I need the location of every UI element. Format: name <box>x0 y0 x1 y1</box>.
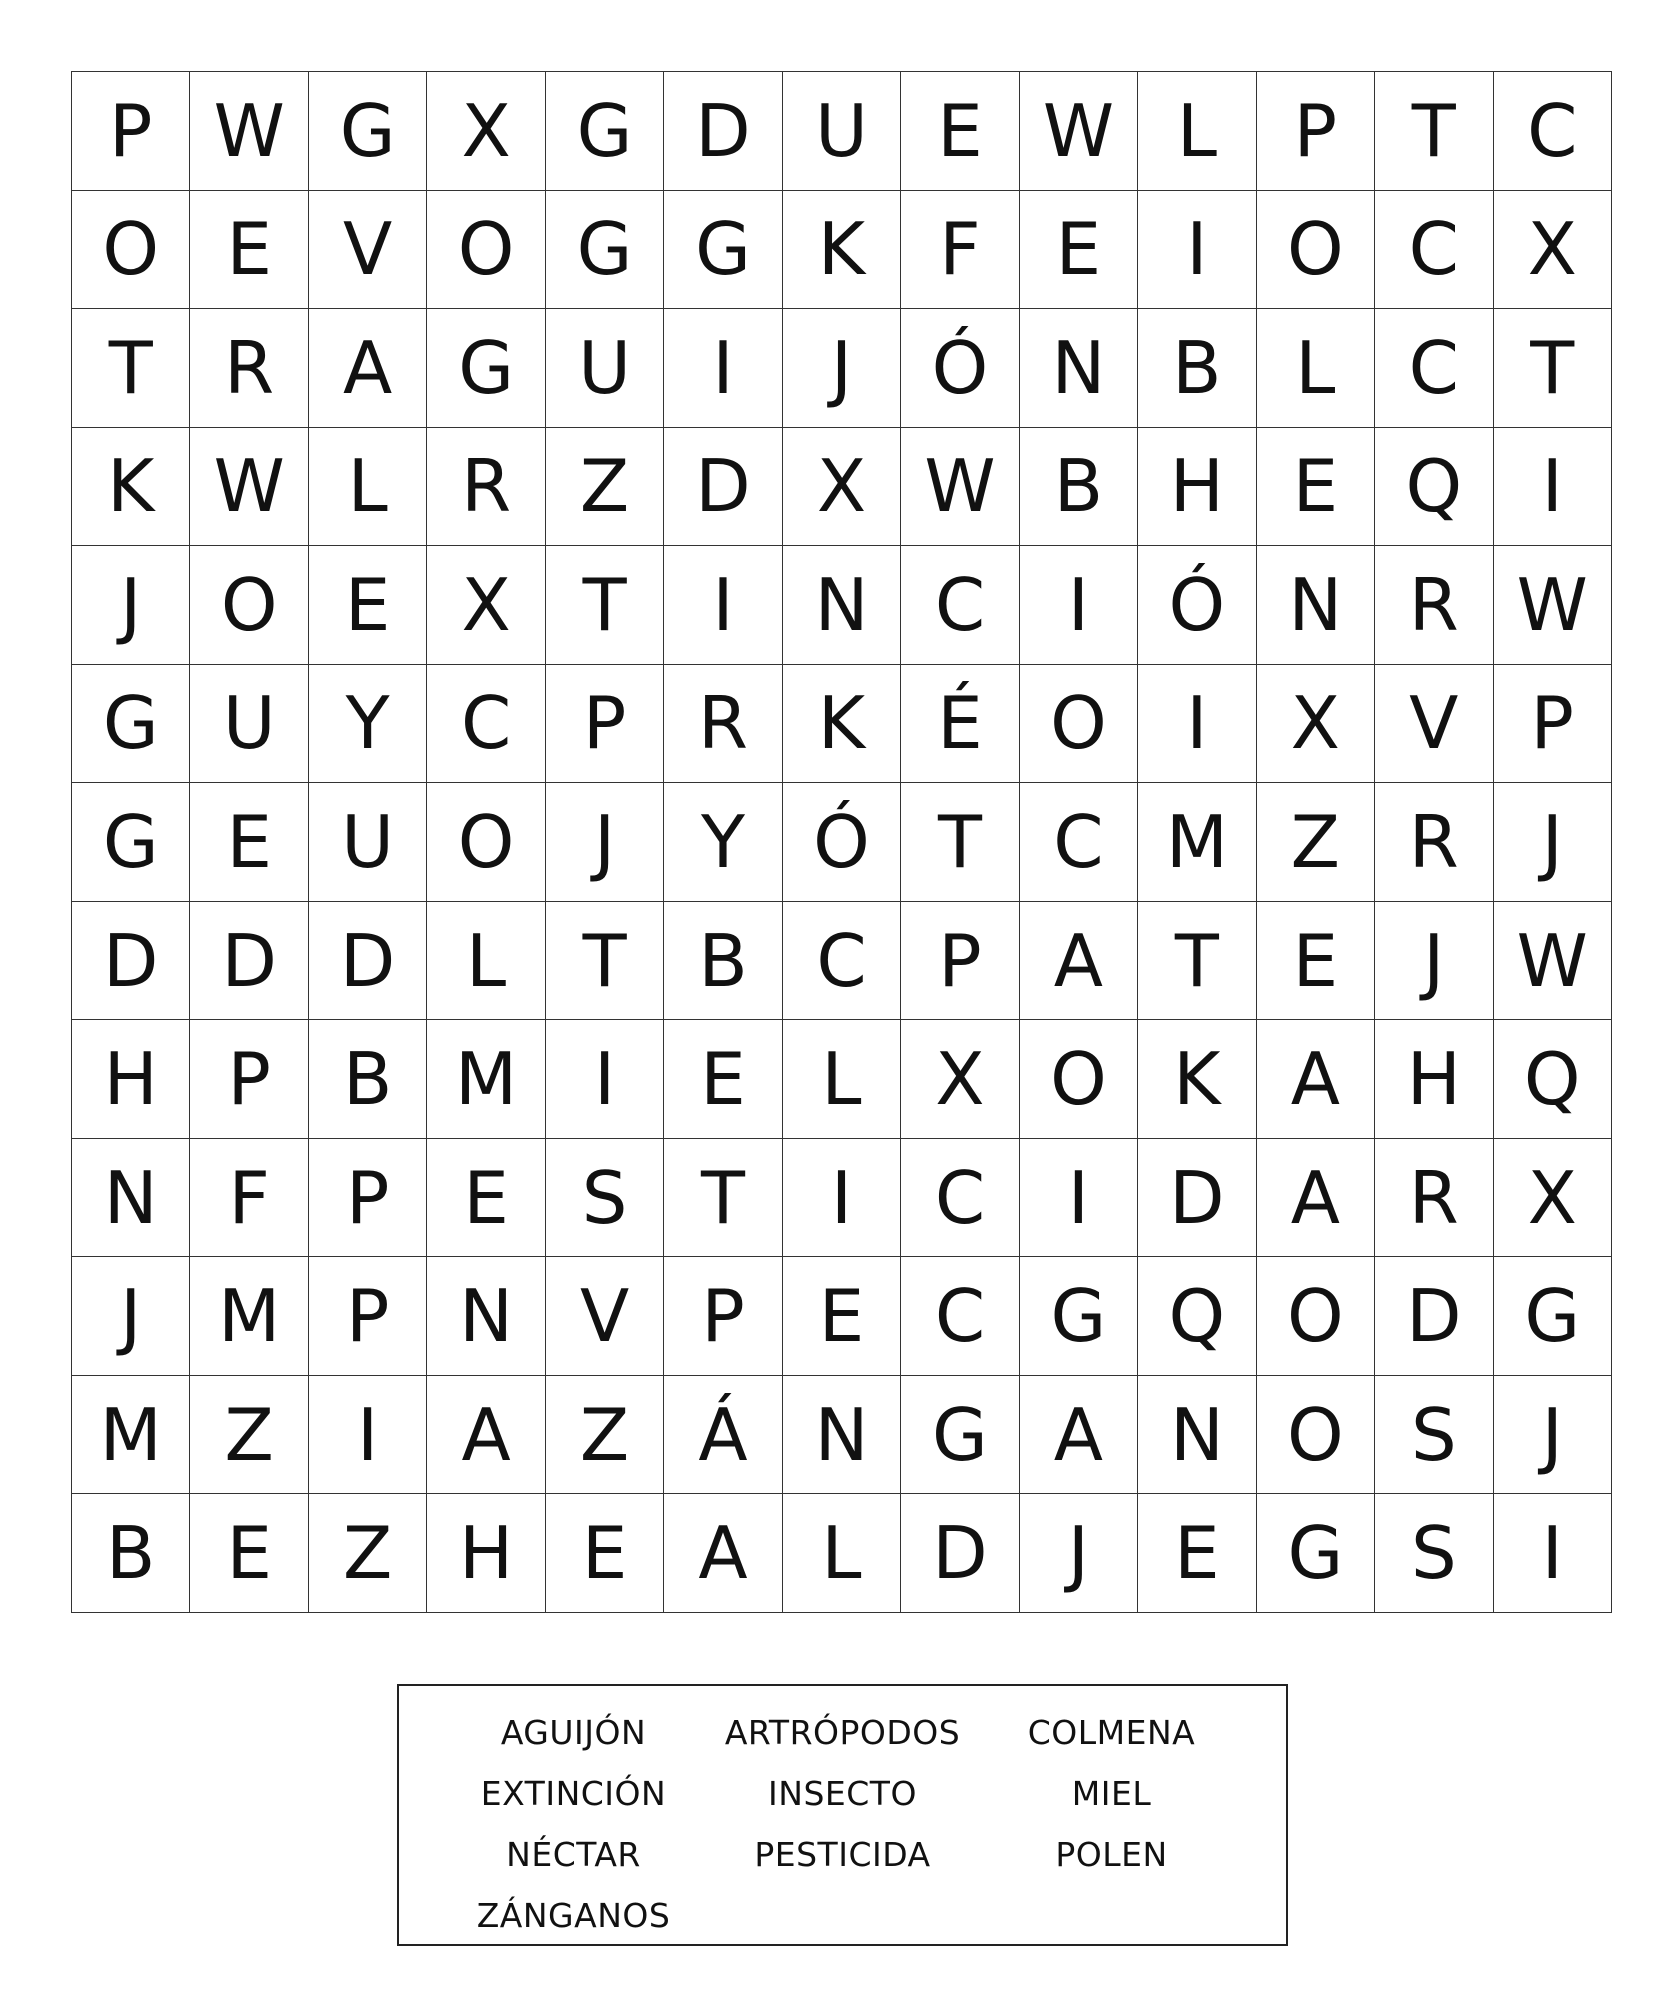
grid-cell[interactable]: K <box>1138 1020 1256 1139</box>
grid-cell[interactable]: P <box>190 1020 308 1139</box>
grid-cell[interactable]: G <box>1020 1257 1138 1376</box>
grid-cell[interactable]: G <box>72 665 190 784</box>
grid-cell[interactable]: G <box>1494 1257 1612 1376</box>
grid-cell[interactable]: Á <box>664 1376 782 1495</box>
grid-cell[interactable]: P <box>546 665 664 784</box>
grid-cell[interactable]: J <box>72 546 190 665</box>
grid-cell[interactable]: T <box>1138 902 1256 1021</box>
grid-cell[interactable]: C <box>901 1139 1019 1258</box>
grid-cell[interactable]: D <box>901 1494 1019 1613</box>
grid-cell[interactable]: P <box>309 1257 427 1376</box>
grid-cell[interactable]: L <box>783 1020 901 1139</box>
grid-cell[interactable]: J <box>546 783 664 902</box>
grid-cell[interactable]: J <box>1494 783 1612 902</box>
grid-cell[interactable]: K <box>72 428 190 547</box>
grid-cell[interactable]: W <box>1494 902 1612 1021</box>
grid-cell[interactable]: Z <box>1257 783 1375 902</box>
grid-cell[interactable]: N <box>1138 1376 1256 1495</box>
grid-cell[interactable]: I <box>1020 1139 1138 1258</box>
grid-cell[interactable]: I <box>783 1139 901 1258</box>
grid-cell[interactable]: O <box>1020 1020 1138 1139</box>
grid-cell[interactable]: V <box>546 1257 664 1376</box>
grid-cell[interactable]: D <box>309 902 427 1021</box>
grid-cell[interactable]: M <box>72 1376 190 1495</box>
grid-cell[interactable]: C <box>1494 72 1612 191</box>
grid-cell[interactable]: U <box>783 72 901 191</box>
grid-cell[interactable]: U <box>309 783 427 902</box>
word-list-item: POLEN <box>1055 1835 1168 1874</box>
grid-cell[interactable]: T <box>901 783 1019 902</box>
grid-cell[interactable]: X <box>1494 191 1612 310</box>
grid-cell[interactable]: D <box>1375 1257 1493 1376</box>
grid-cell[interactable]: T <box>72 309 190 428</box>
grid-cell[interactable]: F <box>190 1139 308 1258</box>
grid-cell[interactable]: P <box>1494 665 1612 784</box>
grid-cell[interactable]: K <box>783 665 901 784</box>
word-list-item: COLMENA <box>1027 1713 1196 1752</box>
grid-cell[interactable]: J <box>1375 902 1493 1021</box>
grid-cell[interactable]: O <box>1257 1376 1375 1495</box>
grid-cell[interactable]: B <box>664 902 782 1021</box>
word-list <box>397 1684 1288 1946</box>
grid-cell[interactable]: T <box>664 1139 782 1258</box>
grid-cell[interactable]: M <box>190 1257 308 1376</box>
grid-cell[interactable]: U <box>546 309 664 428</box>
grid-cell[interactable]: P <box>901 902 1019 1021</box>
grid-cell[interactable]: N <box>1020 309 1138 428</box>
grid-cell[interactable]: I <box>664 309 782 428</box>
grid-cell[interactable]: W <box>901 428 1019 547</box>
grid-cell[interactable]: Z <box>546 1376 664 1495</box>
grid-cell[interactable]: S <box>1375 1376 1493 1495</box>
grid-cell[interactable]: I <box>1020 546 1138 665</box>
grid-cell[interactable]: Q <box>1494 1020 1612 1139</box>
grid-cell[interactable]: X <box>901 1020 1019 1139</box>
grid-cell[interactable]: N <box>72 1139 190 1258</box>
grid-cell[interactable]: C <box>1375 191 1493 310</box>
grid-cell[interactable]: G <box>72 783 190 902</box>
grid-cell[interactable]: P <box>72 72 190 191</box>
grid-cell[interactable]: M <box>1138 783 1256 902</box>
grid-cell[interactable]: C <box>1020 783 1138 902</box>
grid-cell[interactable]: P <box>309 1139 427 1258</box>
grid-cell[interactable]: L <box>1257 309 1375 428</box>
grid-cell[interactable]: C <box>901 546 1019 665</box>
grid-cell[interactable]: C <box>783 902 901 1021</box>
grid-cell[interactable]: X <box>427 546 545 665</box>
grid-cell[interactable]: D <box>72 902 190 1021</box>
grid-cell[interactable]: W <box>1494 546 1612 665</box>
grid-cell[interactable]: T <box>546 902 664 1021</box>
grid-cell[interactable]: O <box>1257 1257 1375 1376</box>
grid-cell[interactable]: H <box>1138 428 1256 547</box>
grid-cell[interactable]: M <box>427 1020 545 1139</box>
grid-cell[interactable]: U <box>190 665 308 784</box>
grid-cell[interactable]: O <box>427 783 545 902</box>
grid-cell[interactable]: E <box>664 1020 782 1139</box>
grid-cell[interactable]: E <box>1020 191 1138 310</box>
grid-cell[interactable]: R <box>1375 546 1493 665</box>
grid-cell[interactable]: A <box>1257 1139 1375 1258</box>
grid-cell[interactable]: R <box>1375 1139 1493 1258</box>
grid-cell[interactable]: Q <box>1375 428 1493 547</box>
grid-cell[interactable]: V <box>309 191 427 310</box>
grid-cell[interactable]: A <box>664 1494 782 1613</box>
grid-cell[interactable]: L <box>427 902 545 1021</box>
grid-cell[interactable]: L <box>309 428 427 547</box>
grid-cell[interactable]: S <box>1375 1494 1493 1613</box>
grid-cell[interactable]: Ó <box>901 309 1019 428</box>
grid-cell[interactable]: W <box>190 428 308 547</box>
grid-cell[interactable]: E <box>190 191 308 310</box>
grid-cell[interactable]: S <box>546 1139 664 1258</box>
grid-cell[interactable]: J <box>1494 1376 1612 1495</box>
grid-cell[interactable]: B <box>309 1020 427 1139</box>
grid-cell[interactable]: L <box>783 1494 901 1613</box>
grid-cell[interactable]: B <box>72 1494 190 1613</box>
grid-cell[interactable]: É <box>901 665 1019 784</box>
grid-cell[interactable]: E <box>1257 902 1375 1021</box>
grid-cell[interactable]: R <box>664 665 782 784</box>
grid-cell[interactable]: N <box>783 1376 901 1495</box>
letter-grid <box>71 71 1612 1613</box>
grid-cell[interactable]: X <box>427 72 545 191</box>
grid-cell[interactable]: A <box>1020 902 1138 1021</box>
grid-cell[interactable]: R <box>1375 783 1493 902</box>
grid-cell[interactable]: E <box>901 72 1019 191</box>
grid-cell[interactable]: X <box>1257 665 1375 784</box>
grid-cell[interactable]: N <box>783 546 901 665</box>
grid-cell[interactable]: J <box>783 309 901 428</box>
grid-cell[interactable]: Y <box>664 783 782 902</box>
grid-cell[interactable]: C <box>1375 309 1493 428</box>
grid-cell[interactable]: T <box>546 546 664 665</box>
grid-cell[interactable]: O <box>1020 665 1138 784</box>
grid-cell[interactable]: A <box>1020 1376 1138 1495</box>
grid-cell[interactable]: E <box>427 1139 545 1258</box>
grid-cell[interactable]: G <box>901 1376 1019 1495</box>
grid-cell[interactable]: Z <box>309 1494 427 1613</box>
word-list-item: PESTICIDA <box>754 1835 931 1874</box>
grid-cell[interactable]: G <box>309 72 427 191</box>
word-list-item: ZÁNGANOS <box>476 1896 671 1935</box>
grid-cell[interactable]: E <box>309 546 427 665</box>
grid-cell[interactable]: D <box>664 428 782 547</box>
grid-cell[interactable]: W <box>1020 72 1138 191</box>
grid-cell[interactable]: P <box>664 1257 782 1376</box>
grid-cell[interactable]: O <box>427 191 545 310</box>
grid-cell[interactable]: F <box>901 191 1019 310</box>
grid-cell[interactable]: T <box>1494 309 1612 428</box>
grid-cell[interactable]: O <box>72 191 190 310</box>
grid-cell[interactable]: G <box>1257 1494 1375 1613</box>
grid-cell[interactable]: E <box>546 1494 664 1613</box>
grid-cell[interactable]: Ó <box>1138 546 1256 665</box>
grid-cell[interactable]: B <box>1138 309 1256 428</box>
grid-cell[interactable]: H <box>72 1020 190 1139</box>
word-list-item: NÉCTAR <box>506 1835 641 1874</box>
grid-cell[interactable]: G <box>664 191 782 310</box>
word-list-item: INSECTO <box>768 1774 917 1813</box>
grid-cell[interactable]: B <box>1020 428 1138 547</box>
grid-cell[interactable]: E <box>190 783 308 902</box>
grid-cell[interactable]: O <box>190 546 308 665</box>
grid-cell[interactable]: N <box>1257 546 1375 665</box>
grid-cell[interactable]: O <box>1257 191 1375 310</box>
grid-cell[interactable]: X <box>783 428 901 547</box>
grid-cell[interactable]: V <box>1375 665 1493 784</box>
grid-cell[interactable]: I <box>1138 191 1256 310</box>
grid-cell[interactable]: K <box>783 191 901 310</box>
grid-cell[interactable]: D <box>1138 1139 1256 1258</box>
grid-cell[interactable]: P <box>1257 72 1375 191</box>
grid-cell[interactable]: I <box>664 546 782 665</box>
grid-cell[interactable]: Z <box>546 428 664 547</box>
grid-cell[interactable]: A <box>1257 1020 1375 1139</box>
grid-cell[interactable]: T <box>1375 72 1493 191</box>
grid-cell[interactable]: C <box>901 1257 1019 1376</box>
grid-cell[interactable]: D <box>190 902 308 1021</box>
grid-cell[interactable]: J <box>1020 1494 1138 1613</box>
grid-cell[interactable]: A <box>427 1376 545 1495</box>
grid-cell[interactable]: E <box>1257 428 1375 547</box>
grid-cell[interactable]: I <box>1494 1494 1612 1613</box>
word-list-item: ARTRÓPODOS <box>724 1713 961 1752</box>
grid-cell[interactable]: D <box>664 72 782 191</box>
grid-cell[interactable]: H <box>427 1494 545 1613</box>
grid-cell[interactable]: W <box>190 72 308 191</box>
grid-cell[interactable]: E <box>190 1494 308 1613</box>
grid-cell[interactable]: J <box>72 1257 190 1376</box>
grid-cell[interactable]: A <box>309 309 427 428</box>
grid-cell[interactable]: G <box>546 72 664 191</box>
grid-cell[interactable]: Q <box>1138 1257 1256 1376</box>
grid-cell[interactable]: X <box>1494 1139 1612 1258</box>
grid-cell[interactable]: C <box>427 665 545 784</box>
grid-cell[interactable]: Ó <box>783 783 901 902</box>
grid-cell[interactable]: R <box>190 309 308 428</box>
grid-cell[interactable]: Z <box>190 1376 308 1495</box>
grid-cell[interactable]: E <box>783 1257 901 1376</box>
grid-cell[interactable]: I <box>1138 665 1256 784</box>
grid-cell[interactable]: L <box>1138 72 1256 191</box>
grid-cell[interactable]: N <box>427 1257 545 1376</box>
word-list-item: EXTINCIÓN <box>480 1774 667 1813</box>
grid-cell[interactable]: E <box>1138 1494 1256 1613</box>
grid-cell[interactable]: R <box>427 428 545 547</box>
word-list-item: MIEL <box>1071 1774 1152 1813</box>
grid-cell[interactable]: G <box>546 191 664 310</box>
grid-cell[interactable]: G <box>427 309 545 428</box>
grid-cell[interactable]: Y <box>309 665 427 784</box>
grid-cell[interactable]: I <box>546 1020 664 1139</box>
grid-cell[interactable]: I <box>309 1376 427 1495</box>
grid-cell[interactable]: H <box>1375 1020 1493 1139</box>
grid-cell[interactable]: I <box>1494 428 1612 547</box>
word-list-item: AGUIJÓN <box>500 1713 647 1752</box>
